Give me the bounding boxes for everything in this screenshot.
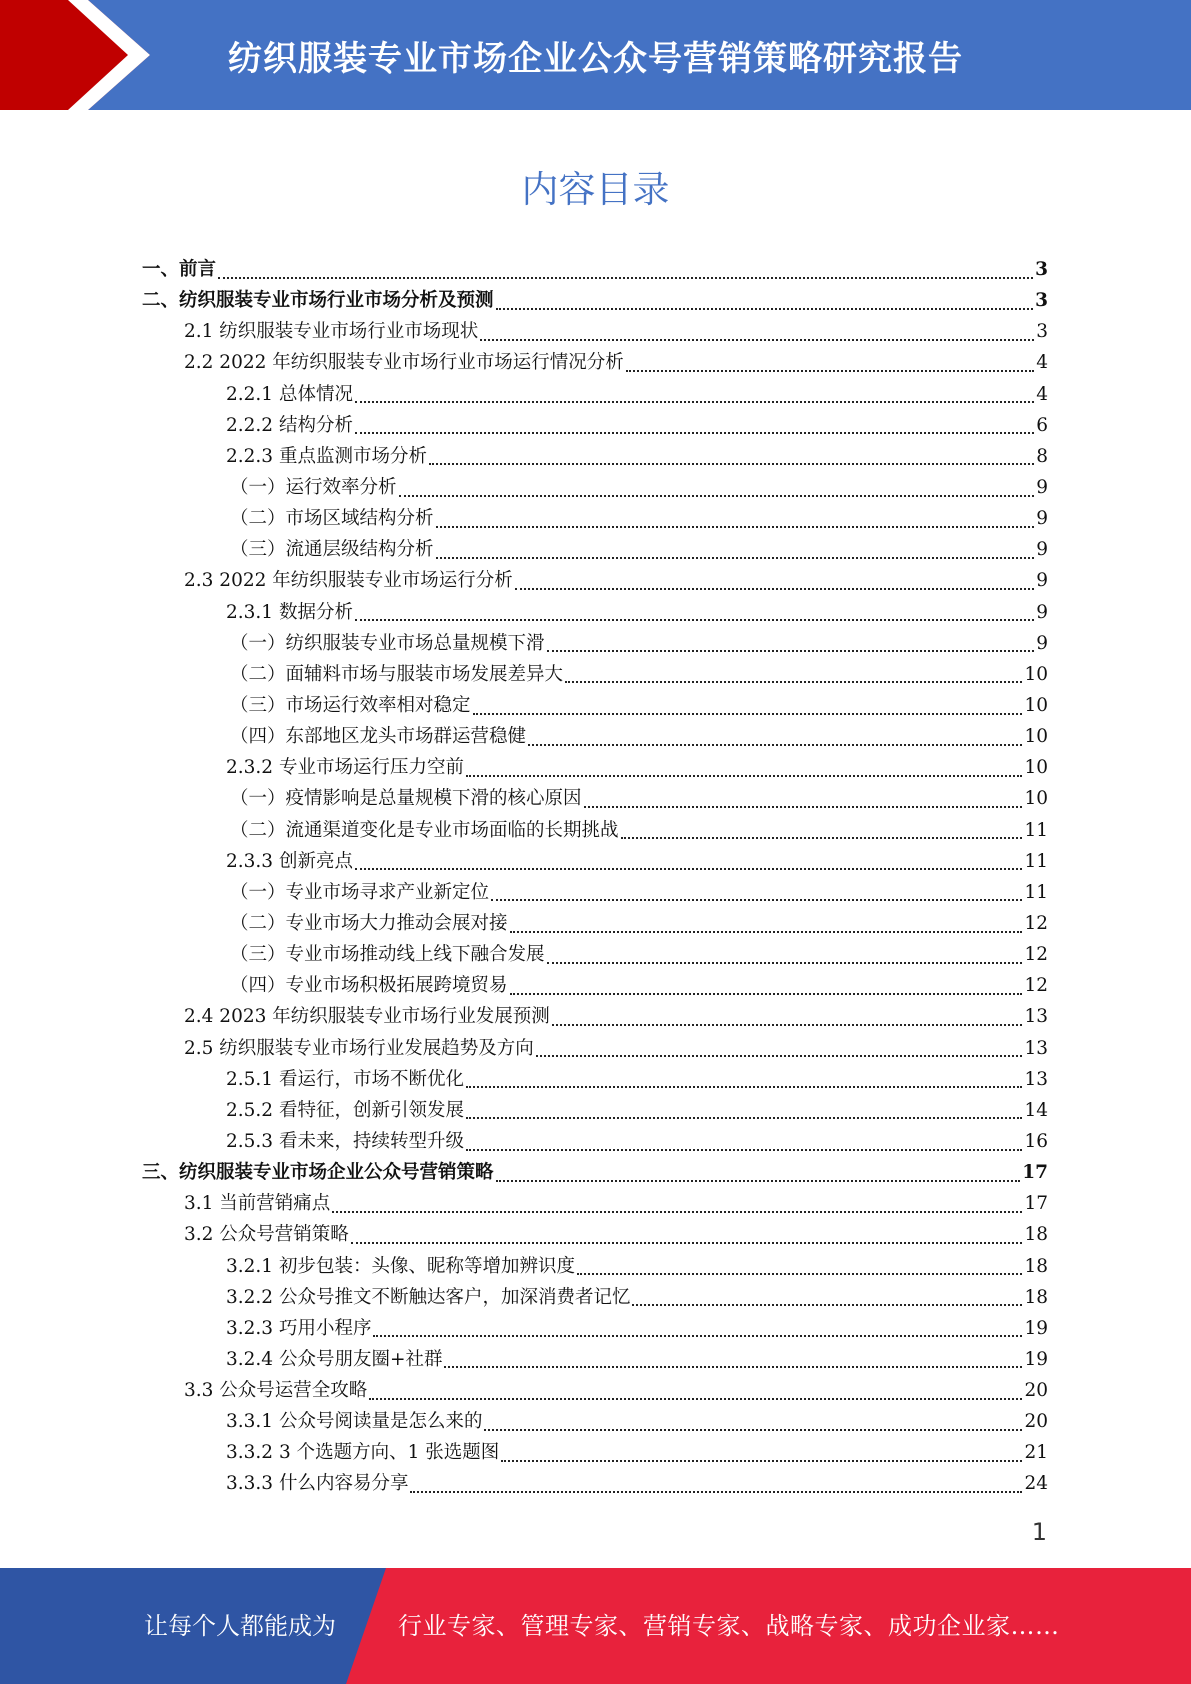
toc-entry[interactable] <box>142 1033 1048 1064</box>
toc-entry[interactable] <box>142 1001 1048 1032</box>
toc-dot-leader <box>399 495 1035 497</box>
toc-dot-leader <box>577 1273 1022 1275</box>
toc-entry-title: 3.2.1 初步包装：头像、昵称等增加辨识度 <box>226 1255 575 1277</box>
toc-dot-leader <box>632 1304 1022 1306</box>
toc-entry-title: 2.2.2 结构分析 <box>226 414 353 436</box>
toc-entry-title: 3.2.3 巧用小程序 <box>226 1317 372 1339</box>
toc-entry-title: 2.3.3 创新亮点 <box>226 850 353 872</box>
toc-entry-title: 2.2.3 重点监测市场分析 <box>226 445 427 467</box>
toc-dot-leader <box>626 370 1034 372</box>
toc-entry-page: 3 <box>1035 259 1048 280</box>
toc-entry-title: （一）纺织服装专业市场总量规模下滑 <box>230 632 545 654</box>
toc-entry-title: （二）专业市场大力推动会展对接 <box>230 912 508 934</box>
toc-entry[interactable] <box>142 1406 1048 1437</box>
toc-entry-page: 20 <box>1024 1380 1048 1402</box>
toc-entry[interactable] <box>142 441 1048 472</box>
toc-entry-page: 11 <box>1024 850 1048 872</box>
toc-entry-page: 4 <box>1036 352 1048 374</box>
toc-entry[interactable] <box>142 534 1048 565</box>
toc-entry-page: 17 <box>1022 1162 1048 1184</box>
toc-entry-page: 24 <box>1024 1473 1048 1495</box>
toc-dot-leader <box>436 526 1035 528</box>
toc-entry[interactable] <box>142 597 1048 628</box>
toc-entry-title: 3.3.2 3 个选题方向、1 张选题图 <box>226 1442 500 1464</box>
toc-entry[interactable] <box>142 503 1048 534</box>
toc-dot-leader <box>547 650 1035 652</box>
toc-entry[interactable] <box>142 846 1048 877</box>
toc-entry-page: 14 <box>1024 1099 1048 1121</box>
toc-dot-leader <box>355 619 1034 621</box>
toc-entry-title: （一）运行效率分析 <box>230 476 397 498</box>
toc-entry-page: 9 <box>1036 632 1048 654</box>
toc-entry-page: 3 <box>1035 290 1048 312</box>
toc-entry-title: 2.5.2 看特征，创新引领发展 <box>226 1099 464 1121</box>
toc-entry-title: （四）东部地区龙头市场群运营稳健 <box>230 726 527 748</box>
toc-entry-title: 2.4 2023 年纺织服装专业市场行业发展预测 <box>184 1006 550 1028</box>
toc-entry-title: 3.2.4 公众号朋友圈+社群 <box>226 1348 443 1370</box>
toc-entry-page: 18 <box>1024 1255 1048 1277</box>
toc-dot-leader <box>496 308 1034 310</box>
toc-entry[interactable] <box>142 472 1048 503</box>
toc-entry[interactable] <box>142 690 1048 721</box>
toc-entry-page: 18 <box>1024 1286 1048 1308</box>
toc-entry[interactable] <box>142 1344 1048 1375</box>
toc-entry-title: 3.3.3 什么内容易分享 <box>226 1473 409 1495</box>
toc-entry-title: 2.5.1 看运行，市场不断优化 <box>226 1068 464 1090</box>
toc-entry-title: （一）专业市场寻求产业新定位 <box>230 881 490 903</box>
toc-dot-leader <box>355 401 1034 403</box>
toc-dot-leader <box>584 806 1023 808</box>
toc-dot-leader <box>444 1366 1022 1368</box>
toc-entry[interactable] <box>142 1437 1048 1468</box>
toc-entry-page: 21 <box>1024 1442 1048 1464</box>
toc-entry-page: 17 <box>1024 1193 1048 1215</box>
toc-entry-title: 2.2 2022 年纺织服装专业市场行业市场运行情况分析 <box>184 352 624 374</box>
toc-entry-page: 12 <box>1024 912 1048 934</box>
toc-entry-title: 2.3 2022 年纺织服装专业市场运行分析 <box>184 570 513 592</box>
toc-dot-leader <box>491 899 1022 901</box>
toc-entry-page: 9 <box>1036 508 1048 530</box>
toc-entry[interactable] <box>142 1313 1048 1344</box>
toc-entry-page: 9 <box>1036 601 1048 623</box>
toc-entry[interactable] <box>142 1251 1048 1282</box>
toc-dot-leader <box>510 993 1023 995</box>
toc-entry[interactable] <box>142 970 1048 1001</box>
toc-dot-leader <box>373 1335 1022 1337</box>
toc-entry-page: 12 <box>1024 944 1048 966</box>
toc-entry-page: 10 <box>1024 694 1048 716</box>
toc-dot-leader <box>218 277 1033 279</box>
toc-entry-title: （二）流通渠道变化是专业市场面临的长期挑战 <box>230 819 619 841</box>
toc-entry-page: 4 <box>1036 383 1048 405</box>
toc-dot-leader <box>436 557 1035 559</box>
toc-entry-page: 9 <box>1036 476 1048 498</box>
page-number: 1 <box>1031 1518 1047 1546</box>
toc-entry[interactable] <box>142 908 1048 939</box>
toc-entry-title: 2.5.3 看未来，持续转型升级 <box>226 1130 464 1152</box>
toc-entry[interactable] <box>142 379 1048 410</box>
toc-entry-title: 2.1 纺织服装专业市场行业市场现状 <box>184 321 479 343</box>
toc-entry[interactable] <box>142 565 1048 596</box>
toc-dot-leader <box>355 432 1034 434</box>
toc-entry[interactable] <box>142 659 1048 690</box>
toc-entry-title: （三）专业市场推动线上线下融合发展 <box>230 944 545 966</box>
toc-entry-title: 2.3.2 专业市场运行压力空前 <box>226 757 464 779</box>
toc-entry[interactable] <box>142 815 1048 846</box>
toc-entry-title: （四）专业市场积极拓展跨境贸易 <box>230 975 508 997</box>
toc-entry-page: 10 <box>1024 788 1048 810</box>
toc-entry[interactable] <box>142 285 1048 316</box>
toc-entry-page: 6 <box>1036 414 1048 436</box>
toc-dot-leader <box>429 463 1034 465</box>
toc-entry[interactable] <box>142 1219 1048 1250</box>
toc-entry-title: 3.3 公众号运营全攻略 <box>184 1380 368 1402</box>
toc-dot-leader <box>351 1242 1023 1244</box>
toc-entry-title: 一、前言 <box>142 259 217 280</box>
toc-dot-leader <box>552 1024 1023 1026</box>
toc-entry-title: 二、纺织服装专业市场行业市场分析及预测 <box>142 290 494 312</box>
toc-dot-leader <box>501 1460 1022 1462</box>
toc-entry-title: 3.2 公众号营销策略 <box>184 1224 349 1246</box>
toc-entry-page: 11 <box>1024 819 1048 841</box>
toc-dot-leader <box>496 1180 1021 1182</box>
toc-entry-title: 2.3.1 数据分析 <box>226 601 353 623</box>
toc-entry-title: 3.2.2 公众号推文不断触达客户，加深消费者记忆 <box>226 1286 631 1308</box>
toc-entry[interactable] <box>142 628 1048 659</box>
header-banner <box>0 0 1191 110</box>
toc-entry-page: 10 <box>1024 663 1048 685</box>
toc-entry-title: （三）市场运行效率相对稳定 <box>230 694 471 716</box>
toc-entry-page: 9 <box>1036 539 1048 561</box>
toc-dot-leader <box>565 681 1022 683</box>
toc-entry-page: 18 <box>1024 1224 1048 1246</box>
toc-entry-title: （二）市场区域结构分析 <box>230 508 434 530</box>
toc-entry[interactable] <box>142 316 1048 347</box>
toc-entry[interactable] <box>142 410 1048 441</box>
toc-entry-title: （三）流通层级结构分析 <box>230 539 434 561</box>
toc-entry-page: 19 <box>1024 1348 1048 1370</box>
toc-heading: 内容目录 <box>521 168 670 211</box>
toc-entry[interactable] <box>142 939 1048 970</box>
toc-entry[interactable] <box>142 1095 1048 1126</box>
toc-entry-page: 20 <box>1024 1411 1048 1433</box>
toc-entry-page: 12 <box>1024 975 1048 997</box>
toc-entry[interactable] <box>142 1126 1048 1157</box>
toc-entry[interactable] <box>142 1064 1048 1095</box>
toc-dot-leader <box>369 1398 1022 1400</box>
toc-entry[interactable] <box>142 347 1048 378</box>
toc-entry-page: 13 <box>1024 1006 1048 1028</box>
toc-entry-page: 8 <box>1036 445 1048 467</box>
toc-dot-leader <box>528 744 1022 746</box>
toc-dot-leader <box>466 775 1022 777</box>
footer-slogan-right: 行业专家、管理专家、营销专家、战略专家、成功企业家…… <box>398 1612 1060 1640</box>
toc-entry-page: 16 <box>1024 1130 1048 1152</box>
toc-entry[interactable] <box>142 254 1048 285</box>
toc-entry[interactable] <box>142 1188 1048 1219</box>
toc-dot-leader <box>480 339 1034 341</box>
toc-dot-leader <box>536 1055 1023 1057</box>
toc-entry[interactable] <box>142 783 1048 814</box>
toc-entry[interactable] <box>142 1375 1048 1406</box>
report-title: 纺织服装专业市场企业公众号营销策略研究报告 <box>228 38 963 79</box>
toc-entry-title: 3.1 当前营销痛点 <box>184 1193 331 1215</box>
footer-banner <box>0 1568 1191 1684</box>
toc-entry-page: 19 <box>1024 1317 1048 1339</box>
toc-entry-page: 13 <box>1024 1068 1048 1090</box>
toc-entry-page: 10 <box>1024 726 1048 748</box>
toc-entry[interactable] <box>142 1468 1048 1499</box>
toc-entry-title: （二）面辅料市场与服装市场发展差异大 <box>230 663 564 685</box>
toc-entry-page: 3 <box>1036 321 1048 343</box>
toc-entry-title: 3.3.1 公众号阅读量是怎么来的 <box>226 1411 483 1433</box>
toc-entry[interactable] <box>142 1282 1048 1313</box>
toc-dot-leader <box>621 837 1023 839</box>
toc-entry[interactable] <box>142 721 1048 752</box>
table-of-contents <box>142 254 1048 1500</box>
toc-entry[interactable] <box>142 877 1048 908</box>
toc-dot-leader <box>410 1491 1022 1493</box>
toc-dot-leader <box>355 868 1023 870</box>
toc-entry-page: 13 <box>1024 1037 1048 1059</box>
toc-entry-page: 9 <box>1036 570 1048 592</box>
toc-entry-title: 2.5 纺织服装专业市场行业发展趋势及方向 <box>184 1037 534 1059</box>
toc-dot-leader <box>547 962 1023 964</box>
toc-dot-leader <box>510 931 1023 933</box>
toc-dot-leader <box>473 713 1023 715</box>
toc-dot-leader <box>515 588 1034 590</box>
toc-dot-leader <box>466 1117 1022 1119</box>
toc-entry-title: （一）疫情影响是总量规模下滑的核心原因 <box>230 788 582 810</box>
toc-entry-page: 10 <box>1024 757 1048 779</box>
toc-dot-leader <box>466 1149 1022 1151</box>
toc-entry[interactable] <box>142 752 1048 783</box>
toc-entry-title: 三、纺织服装专业市场企业公众号营销策略 <box>142 1162 494 1184</box>
toc-dot-leader <box>484 1429 1022 1431</box>
toc-dot-leader <box>466 1086 1022 1088</box>
toc-entry-page: 11 <box>1024 881 1048 903</box>
toc-entry-title: 2.2.1 总体情况 <box>226 383 353 405</box>
footer-slogan-left: 让每个人都能成为 <box>144 1612 336 1640</box>
toc-dot-leader <box>332 1211 1022 1213</box>
toc-entry[interactable] <box>142 1157 1048 1188</box>
